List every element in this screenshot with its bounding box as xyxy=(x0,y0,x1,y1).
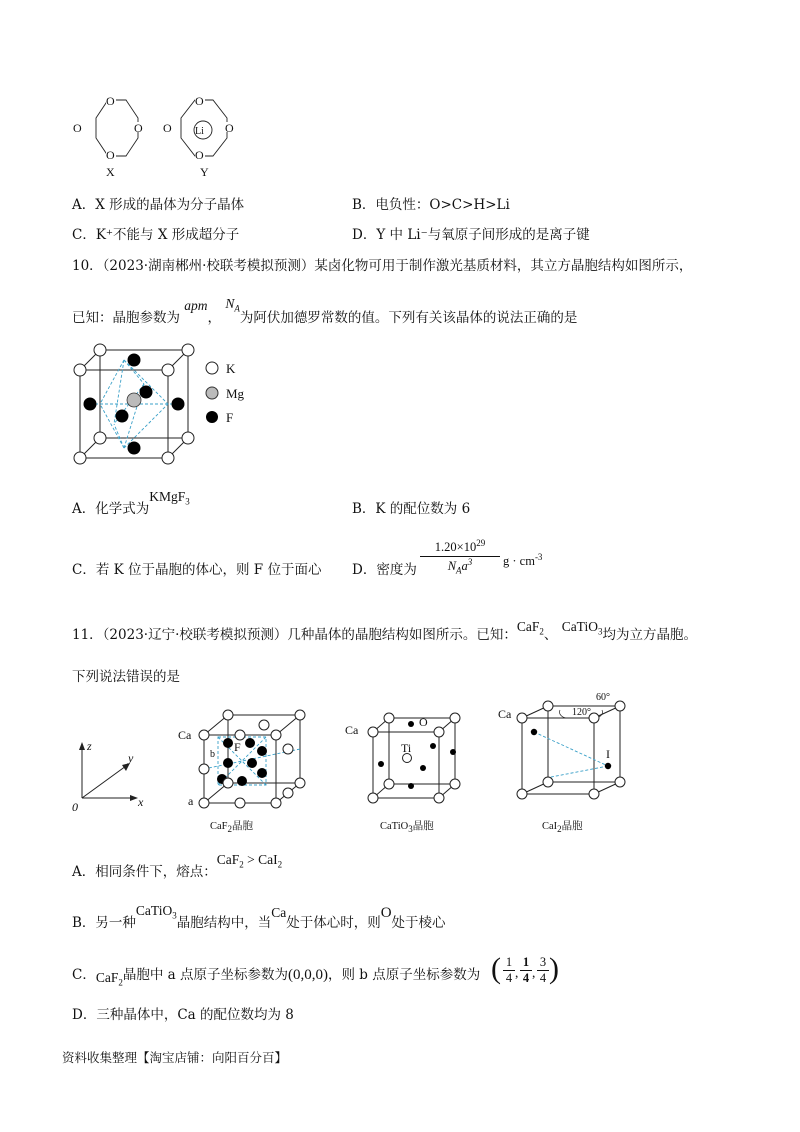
kmgf3-unit-cell xyxy=(70,340,200,470)
svg-text:60°: 60° xyxy=(596,692,610,703)
q10-stem-line2: 已知：晶胞参数为 apm， $N_A$为阿伏加德罗常数的值。下列有关该晶体的说法正确的是 xyxy=(72,296,578,326)
coordinate-axes xyxy=(70,738,160,818)
atom-o: O xyxy=(106,94,115,108)
svg-text:F: F xyxy=(226,410,234,425)
q10-option-b: B．K 的配位数为 6 xyxy=(352,501,471,517)
cai2-caption: CaI$_2$晶胞 xyxy=(542,821,583,835)
svg-text:z: z xyxy=(87,739,92,753)
svg-text:O: O xyxy=(195,94,204,108)
q10-option-a: A．化学式为KMgF$_3$ xyxy=(72,489,190,517)
q9-option-d: D．Y 中 Li⁻与氧原子间形成的是离子键 xyxy=(352,227,590,243)
q9-option-b: B．电负性：O>C>H>Li xyxy=(352,197,510,213)
cai2-unit-cell xyxy=(498,688,638,803)
density-unit: $g \cdot cm^{-3}$ xyxy=(503,552,543,569)
q9-option-c: C．K⁺不能与 X 形成超分子 xyxy=(72,227,240,243)
crown-ether-y-figure xyxy=(165,88,255,178)
q11-option-b: B．另一种CaTiO$_3$晶胞结构中，当Ca处于体心时，则O处于棱心 xyxy=(72,903,446,931)
fig-label-x: X xyxy=(106,165,115,179)
q11-option-d: D．三种晶体中，Ca 的配位数均为 8 xyxy=(72,1007,294,1023)
crown-ether-x-figure xyxy=(70,88,160,178)
svg-text:b: b xyxy=(210,749,215,760)
svg-text:O: O xyxy=(419,715,428,729)
svg-text:Ca: Ca xyxy=(498,707,512,721)
catio3-caption: CaTiO$_3$晶胞 xyxy=(380,821,434,835)
svg-text:O: O xyxy=(225,121,234,135)
fig-label-y: Y xyxy=(200,165,209,179)
svg-text:O: O xyxy=(195,148,204,162)
kmgf3-legend xyxy=(204,360,264,430)
svg-text:x: x xyxy=(138,795,144,809)
q11-option-c: C．CaF$_2$晶胞中 a 点原子坐标参数为(0,0,0)，则 b 点原子坐标参数为 xyxy=(72,967,481,988)
density-fraction: $1.20\times 10^{29}$ $N_Aa^3$ xyxy=(420,538,500,576)
svg-text:Ca: Ca xyxy=(345,723,359,737)
svg-text:O: O xyxy=(106,148,115,162)
svg-text:F: F xyxy=(234,740,241,754)
catio3-unit-cell xyxy=(345,712,460,812)
svg-text:O: O xyxy=(163,121,172,135)
svg-text:0: 0 xyxy=(72,800,78,814)
svg-text:Mg: Mg xyxy=(226,386,245,401)
footer-text: 资料收集整理【淘宝店铺：向阳百分百】 xyxy=(62,1050,288,1065)
q10-option-c: C．若 K 位于晶胞的体心，则 F 位于面心 xyxy=(72,562,322,578)
q11-stem-line2: 下列说法错误的是 xyxy=(72,669,180,685)
q10-stem-line1: 10．（2023·湖南郴州·校联考模拟预测）某卤化物可用于制作激光基质材料，其立方晶胞结构如图所示， xyxy=(72,258,693,274)
caf2-caption: CaF$_2$晶胞 xyxy=(210,821,254,835)
q10-option-d: D．密度为 xyxy=(352,562,417,578)
svg-text:O: O xyxy=(134,121,143,135)
svg-text:y: y xyxy=(128,751,134,765)
q11-option-a: A．相同条件下，熔点：CaF$_2$ > CaI$_2$ xyxy=(72,852,283,880)
q9-option-a: A．X 形成的晶体为分子晶体 xyxy=(72,197,245,213)
svg-text:Ti: Ti xyxy=(401,741,412,755)
svg-text:I: I xyxy=(606,747,610,761)
svg-text:a: a xyxy=(188,794,194,808)
svg-text:O: O xyxy=(73,121,82,135)
svg-text:120°: 120° xyxy=(572,707,591,718)
q11-stem-line1: 11．（2023·辽宁·校联考模拟预测）几种晶体的晶胞结构如图所示。已知：CaF$_2$、 CaTiO$_3$均为立方晶胞。 xyxy=(72,619,697,643)
svg-text:Ca: Ca xyxy=(178,728,192,742)
li-ion: Li xyxy=(195,126,204,137)
caf2-unit-cell xyxy=(178,705,313,815)
svg-text:K: K xyxy=(226,361,236,376)
